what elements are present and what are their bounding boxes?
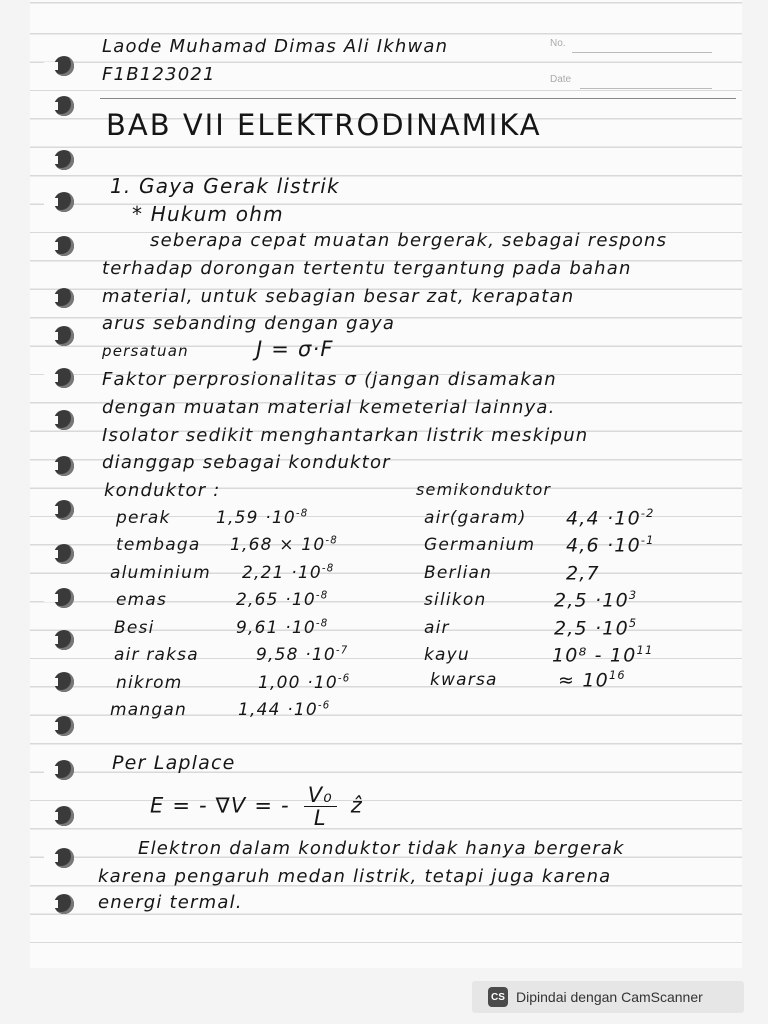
- binding-hole: [54, 588, 74, 608]
- conductor-resistivity: $1,68 \times 10^{-8}$: [230, 535, 338, 555]
- semiconductor-resistivity: $2,5 \cdot 10^3$: [554, 588, 638, 612]
- binding-hole: [54, 716, 74, 736]
- semiconductor-resistivity: $10^8 - 10^{11}$: [552, 643, 654, 667]
- spiral-binding: [30, 0, 94, 968]
- semiconductor-resistivity: ≈ $10^{16}$: [558, 668, 626, 692]
- binding-hole: [54, 894, 74, 914]
- header-rule: [100, 98, 736, 99]
- paragraph-line: seberapa cepat muatan bergerak, sebagai respons: [150, 230, 668, 251]
- conductor-name: mangan: [110, 700, 187, 720]
- semiconductor-resistivity: $4,4 \cdot 10^{-2}$: [566, 506, 655, 530]
- paragraph-line: dianggap sebagai konduktor: [102, 452, 391, 473]
- paragraph-line: arus sebanding dengan gaya: [102, 313, 396, 334]
- date-field-line: [580, 88, 712, 89]
- conductor-resistivity: $2,65 \cdot 10^{-8}$: [236, 590, 329, 610]
- conductor-resistivity: $9,61 \cdot 10^{-8}$: [236, 618, 329, 638]
- semiconductor-resistivity: $2,5 \cdot 10^5$: [554, 616, 638, 640]
- semiconductor-name: silikon: [424, 590, 487, 610]
- formula-label: persatuan: [102, 342, 189, 360]
- semiconductor-resistivity: 2,7: [566, 562, 600, 585]
- ohm-formula: J = σ·F: [256, 337, 334, 361]
- conductor-resistivity: $1,44 \cdot 10^{-6}$: [238, 700, 331, 720]
- semiconductor-name: air: [424, 618, 450, 638]
- binding-hole: [54, 410, 74, 430]
- binding-hole: [54, 192, 74, 212]
- student-id: F1B123021: [102, 64, 216, 85]
- binding-hole: [54, 672, 74, 692]
- binding-hole: [54, 96, 74, 116]
- conductor-name: perak: [116, 508, 171, 528]
- semiconductor-resistivity: $4,6 \cdot 10^{-1}$: [566, 533, 655, 557]
- binding-hole: [54, 456, 74, 476]
- camscanner-watermark: [472, 981, 744, 1013]
- page-title: BAB VII ELEKTRODINAMIKA: [106, 108, 542, 142]
- conductor-name: nikrom: [116, 673, 183, 693]
- semiconductor-name: Germanium: [424, 535, 536, 555]
- conductor-heading: konduktor :: [104, 480, 221, 501]
- conductor-resistivity: $1,59 \cdot 10^{-8}$: [216, 508, 309, 528]
- binding-hole: [54, 544, 74, 564]
- laplace-fraction: $\frac{\text{V₀}}{L}$: [304, 784, 337, 829]
- conductor-name: emas: [116, 590, 168, 610]
- laplace-heading: Per Laplace: [112, 752, 236, 774]
- laplace-formula: E = - ∇V = - $\frac{\text{V₀}}{L}$ ẑ: [150, 783, 364, 831]
- binding-hole: [54, 806, 74, 826]
- paragraph-line: terhadap dorongan tertentu tergantung pada bahan: [102, 258, 632, 279]
- binding-hole: [54, 368, 74, 388]
- closing-line: karena pengaruh medan listrik, tetapi juga karena: [98, 866, 612, 887]
- paragraph-line: material, untuk sebagian besar zat, kerapatan: [102, 286, 575, 307]
- conductor-resistivity: $2,21 \cdot 10^{-8}$: [242, 563, 335, 583]
- binding-hole: [54, 288, 74, 308]
- closing-line: energi termal.: [98, 892, 243, 913]
- binding-hole: [54, 150, 74, 170]
- binding-hole: [54, 760, 74, 780]
- binding-hole: [54, 326, 74, 346]
- camscanner-logo: CS: [488, 987, 508, 1007]
- section-subheading: * Hukum ohm: [132, 202, 284, 226]
- binding-hole: [54, 500, 74, 520]
- paragraph-line: dengan muatan material kemeterial lainnya.: [102, 397, 556, 418]
- no-label: No.: [550, 38, 566, 49]
- paragraph-line: Isolator sedikit menghantarkan listrik meskipun: [102, 425, 589, 446]
- semiconductor-name: kwarsa: [430, 670, 498, 690]
- watermark-text: Dipindai dengan CamScanner: [516, 989, 703, 1005]
- binding-hole: [54, 236, 74, 256]
- date-label: Date: [550, 74, 572, 85]
- author-name: Laode Muhamad Dimas Ali Ikhwan: [102, 36, 449, 57]
- notebook-page: [30, 0, 742, 968]
- semiconductor-name: air(garam): [424, 508, 527, 528]
- binding-hole: [54, 630, 74, 650]
- binding-hole: [54, 848, 74, 868]
- conductor-name: tembaga: [116, 535, 201, 555]
- conductor-resistivity: $1,00 \cdot 10^{-6}$: [258, 673, 351, 693]
- conductor-resistivity: $9,58 \cdot 10^{-7}$: [256, 645, 349, 665]
- no-field-line: [572, 52, 712, 53]
- conductor-name: air raksa: [114, 645, 199, 665]
- conductor-name: Besi: [114, 618, 155, 638]
- semiconductor-name: kayu: [424, 645, 470, 665]
- paragraph-line: Faktor perprosionalitas σ (jangan disamakan: [102, 369, 557, 390]
- section-heading: 1. Gaya Gerak listrik: [110, 174, 340, 198]
- semiconductor-name: Berlian: [424, 563, 493, 583]
- conductor-name: aluminium: [110, 563, 211, 583]
- closing-line: Elektron dalam konduktor tidak hanya bergerak: [138, 838, 625, 859]
- semiconductor-heading: semikonduktor: [416, 480, 552, 499]
- binding-hole: [54, 56, 74, 76]
